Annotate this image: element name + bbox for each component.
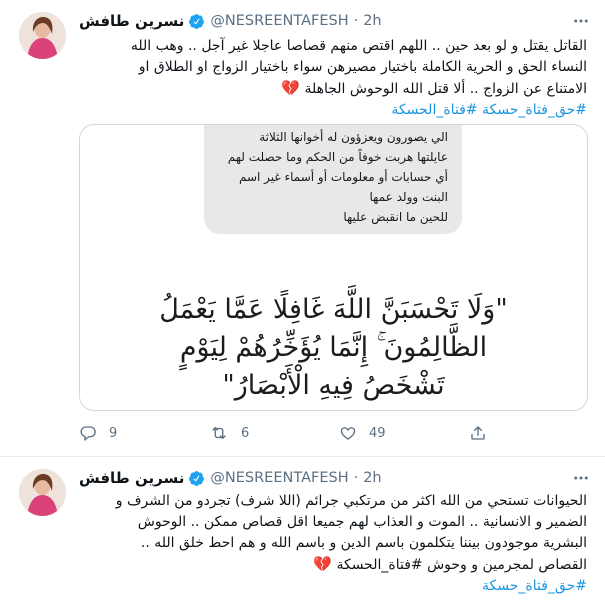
hashtag-link[interactable]: #حق_فتاة_حسكة <box>482 578 587 594</box>
message-line: أي حسابات أو معلومات أو أسماء غير اسم <box>238 170 448 184</box>
message-line: للحين ما انقبض عليها <box>343 210 448 224</box>
verse-line: تَشْخَصُ فِيهِ الْأَبْصَارُ" <box>222 370 445 401</box>
tweet-actions <box>79 423 499 443</box>
tweet-text-line: الضمير و الانسانية .. الموت و العذاب لهم جميعا اقل قصاص ممكن .. الوحوش <box>137 514 587 530</box>
display-name[interactable]: نسرين طافش <box>79 12 185 30</box>
tweet-text-line <box>79 78 587 100</box>
like-button[interactable] <box>339 424 469 442</box>
tweet[interactable] <box>0 457 605 601</box>
avatar[interactable] <box>19 12 66 59</box>
retweet-button[interactable] <box>209 424 339 442</box>
tweet-text-line <box>79 554 587 576</box>
broken-heart-icon: 💔 <box>281 79 300 97</box>
reply-button[interactable] <box>79 424 209 442</box>
broken-heart-icon: 💔 <box>313 555 332 573</box>
retweet-icon <box>209 424 229 442</box>
media-image[interactable] <box>79 124 588 411</box>
share-icon <box>469 424 487 442</box>
verified-badge-icon <box>188 470 205 487</box>
retweet-count: 6 <box>241 425 250 441</box>
message-line: عايلتها هربت خوفاً من الحكم وما حصلت لهم <box>227 150 448 164</box>
reply-icon <box>79 424 97 442</box>
tweet-header <box>79 11 565 31</box>
tweet-text-line: القاتل يقتل و لو بعد حين .. اللهم اقتص منهم قصاصا عاجلا غير آجل .. وهب الله <box>130 38 587 54</box>
more-options-icon[interactable] <box>570 468 592 488</box>
tweet-header <box>79 468 565 488</box>
message-line: البنت وولد عمها <box>369 190 448 204</box>
message-screenshot <box>204 124 462 234</box>
quran-verse <box>80 291 587 405</box>
tweet-text <box>79 491 587 597</box>
display-name[interactable]: نسرين طافش <box>79 469 185 487</box>
tweet-text-line-content: القصاص لمجرمين و وحوش #فتاة_الحسكة <box>336 557 587 573</box>
share-button[interactable] <box>469 424 499 442</box>
tweet-text-line: النساء الحق و الحرية الكاملة باختيار مصيرهن سواء باختيار الزواج او الطلاق او <box>138 59 587 75</box>
like-icon <box>339 424 357 442</box>
like-count: 49 <box>369 425 386 441</box>
reply-count: 9 <box>109 425 118 441</box>
avatar[interactable] <box>19 469 66 516</box>
separator-dot: · <box>353 470 359 486</box>
verse-line: "وَلَا تَحْسَبَنَّ اللَّهَ غَافِلًا عَمَّا يَعْمَلُ <box>159 294 508 325</box>
message-line: الي يصورون ويعزؤون له أخوانها الثلاثة <box>259 130 448 144</box>
tweet-text-line: الحيوانات تستحي من الله اكثر من مرتكبي جرائم (اللا شرف) تجردو من الشرف و <box>115 493 587 509</box>
separator-dot: · <box>353 13 359 29</box>
hashtag-link[interactable]: #حق_فتاة_حسكة #فتاة_الحسكة <box>391 102 587 118</box>
handle[interactable]: @NESREENTAFESH <box>210 13 349 29</box>
verse-line: الظَّالِمُونَ ۚ إِنَّمَا يُؤَخِّرُهُمْ لِيَوْمٍ <box>179 332 488 363</box>
timestamp[interactable]: 2h <box>363 470 382 486</box>
tweet-text <box>79 36 587 121</box>
timestamp[interactable]: 2h <box>363 13 382 29</box>
verified-badge-icon <box>188 13 205 30</box>
tweet-text-line-content: الامتناع عن الزواج .. ألا قتل الله الوحوش الجاهلة <box>304 81 587 97</box>
handle[interactable]: @NESREENTAFESH <box>210 470 349 486</box>
tweet-text-line: البشرية موجودون بيننا يتكلمون باسم الدين و باسم الله و هم احط خلق الله .. <box>140 535 587 551</box>
more-options-icon[interactable] <box>570 11 592 31</box>
